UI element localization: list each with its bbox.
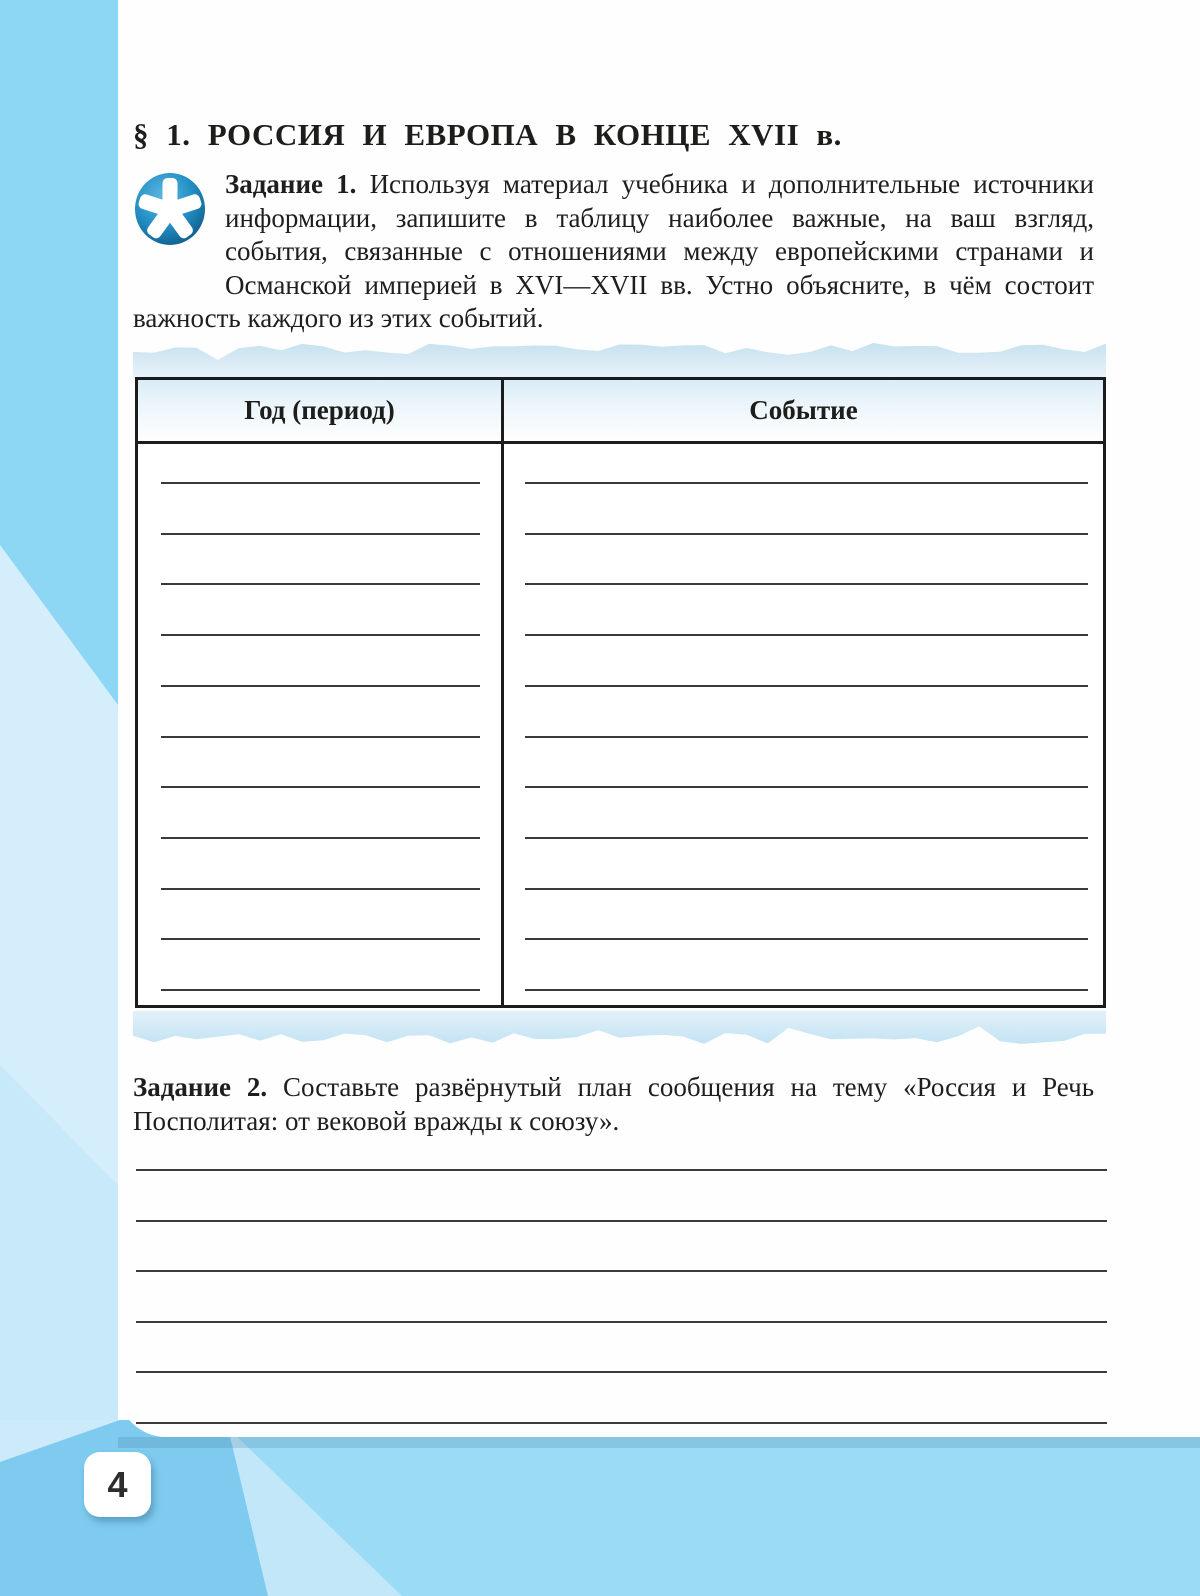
blank-writing-line bbox=[161, 583, 480, 585]
answer-lines bbox=[136, 1145, 1107, 1437]
table-header-row bbox=[138, 380, 1103, 444]
blank-writing-line bbox=[525, 685, 1088, 687]
blank-writing-line bbox=[161, 482, 480, 484]
task2-paragraph bbox=[133, 1071, 1094, 1138]
events-table bbox=[135, 377, 1106, 1008]
blank-writing-line bbox=[525, 583, 1088, 585]
task2-text: Составьте развёрнутый план сообщения на тему «Россия и Речь Посполитая: от вековой вражды к союзу». bbox=[133, 1072, 1095, 1136]
blank-writing-line bbox=[136, 1220, 1107, 1222]
task1-paragraph bbox=[133, 168, 1094, 336]
blank-writing-line bbox=[161, 888, 480, 890]
blank-writing-line bbox=[136, 1321, 1107, 1323]
blank-writing-line bbox=[525, 888, 1088, 890]
blank-writing-line bbox=[525, 482, 1088, 484]
blank-writing-line bbox=[161, 634, 480, 636]
blank-writing-line bbox=[161, 989, 480, 991]
blank-writing-line bbox=[525, 736, 1088, 738]
blank-writing-line bbox=[161, 533, 480, 535]
page-number-badge bbox=[84, 1452, 151, 1517]
blank-writing-line bbox=[525, 786, 1088, 788]
section-title: § 1. РОССИЯ И ЕВРОПА В КОНЦЕ XVII в. bbox=[133, 117, 842, 152]
blank-writing-line bbox=[525, 533, 1088, 535]
table-col-period bbox=[138, 444, 504, 1005]
table-col-event bbox=[504, 444, 1103, 1005]
blank-writing-line bbox=[136, 1371, 1107, 1373]
blank-writing-line bbox=[525, 634, 1088, 636]
blank-writing-line bbox=[525, 989, 1088, 991]
torn-paper-strip-top bbox=[133, 340, 1106, 378]
blank-writing-line bbox=[136, 1270, 1107, 1272]
task2-label: Задание 2. bbox=[133, 1072, 268, 1102]
blank-writing-line bbox=[525, 938, 1088, 940]
blank-writing-line bbox=[161, 786, 480, 788]
blank-writing-line bbox=[525, 837, 1088, 839]
task1-text: Используя материал учебника и дополнительные источники информации, запишите в таблицу наиболее важные, на ваш взгляд, события, связанные с отношениями между европейскими странами и Османской империей в XVI—XVII вв. Устно объясните, в чём состоит важность каждого из этих событий. bbox=[133, 169, 1095, 334]
left-margin-strip bbox=[0, 0, 118, 1480]
column-header-period: Год (период) bbox=[138, 380, 504, 441]
blank-writing-line bbox=[161, 938, 480, 940]
blank-writing-line bbox=[161, 685, 480, 687]
page-number: 4 bbox=[107, 1463, 128, 1505]
blank-writing-line bbox=[161, 736, 480, 738]
torn-paper-strip-bottom bbox=[133, 1011, 1106, 1047]
bottom-decorative-band bbox=[0, 1420, 1200, 1596]
task1-label: Задание 1. bbox=[225, 169, 357, 199]
blank-writing-line bbox=[136, 1422, 1107, 1424]
column-header-event: Событие bbox=[749, 395, 858, 425]
blank-writing-line bbox=[161, 837, 480, 839]
table-body bbox=[138, 444, 1103, 1005]
blank-writing-line bbox=[136, 1169, 1107, 1171]
asterisk-icon bbox=[133, 168, 225, 270]
